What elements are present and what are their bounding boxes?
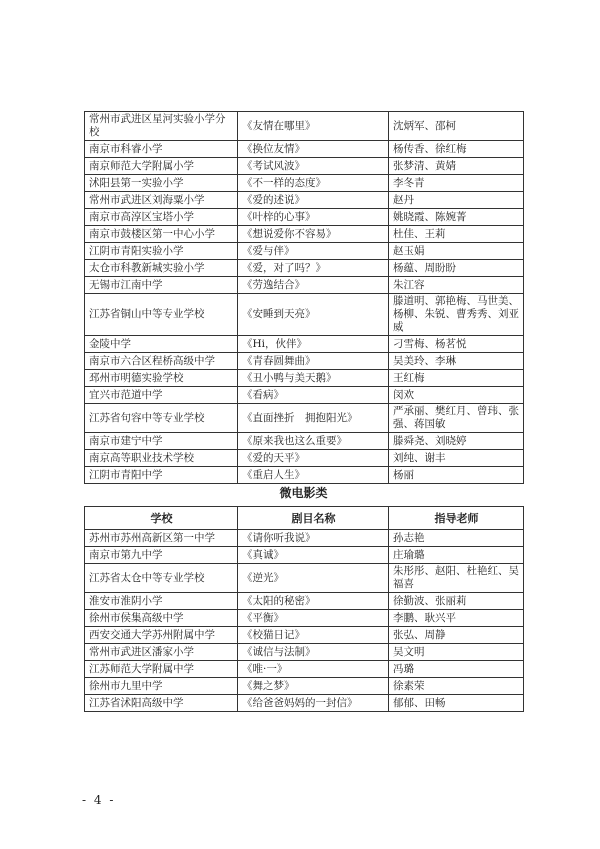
- table-row: [85, 467, 524, 484]
- cell-instructor: 杨传香、徐红梅: [389, 141, 524, 158]
- cell-play-title: 《原来我也这么重要》: [238, 433, 389, 450]
- table-row: [85, 158, 524, 175]
- cell-school: 太仓市科教新城实验小学: [85, 260, 238, 277]
- table-row: [85, 226, 524, 243]
- cell-school: 徐州市九里中学: [85, 678, 238, 695]
- cell-play-title: 《太阳的秘密》: [238, 593, 389, 610]
- cell-play-title: 《友情在哪里》: [238, 112, 389, 141]
- cell-instructor: 赵玉娟: [389, 243, 524, 260]
- table-row: [85, 404, 524, 433]
- cell-school: 南京市鼓楼区第一中心小学: [85, 226, 238, 243]
- cell-play-title: 《安睡到天亮》: [238, 294, 389, 336]
- cell-school: 淮安市淮阴小学: [85, 593, 238, 610]
- cell-school: 南京高等职业技术学校: [85, 450, 238, 467]
- cell-play-title: 《给爸爸妈妈的一封信》: [238, 695, 389, 712]
- cell-play-title: 《爱的天平》: [238, 450, 389, 467]
- table-row: [85, 678, 524, 695]
- table-row: [85, 450, 524, 467]
- cell-instructor: 张梦清、黄婧: [389, 158, 524, 175]
- table-row: [85, 243, 524, 260]
- cell-school: 江苏省太仓中等专业学校: [85, 564, 238, 593]
- award-table-1: [84, 111, 524, 484]
- award-table-2: [84, 506, 524, 712]
- cell-play-title: 《舞之梦》: [238, 678, 389, 695]
- cell-instructor: 吴美玲、李琳: [389, 353, 524, 370]
- cell-instructor: 杜佳、王莉: [389, 226, 524, 243]
- cell-instructor: 严承丽、樊红月、曾玮、张强、蒋国敏: [389, 404, 524, 433]
- cell-instructor: 冯璐: [389, 661, 524, 678]
- cell-play-title: 《直面挫折 拥抱阳光》: [238, 404, 389, 433]
- cell-school: 邳州市明德实验学校: [85, 370, 238, 387]
- cell-school: 常州市武进区潘家小学: [85, 644, 238, 661]
- table-row: [85, 695, 524, 712]
- table-row: [85, 547, 524, 564]
- cell-instructor: 杨丽: [389, 467, 524, 484]
- cell-school: 南京市科睿小学: [85, 141, 238, 158]
- cell-instructor: 朱江容: [389, 277, 524, 294]
- award-table-1-body: [85, 112, 524, 484]
- header-instructor: 指导老师: [389, 507, 524, 530]
- cell-play-title: 《爱与伴》: [238, 243, 389, 260]
- cell-play-title: 《青春圆舞曲》: [238, 353, 389, 370]
- cell-school: 宜兴市范道中学: [85, 387, 238, 404]
- cell-school: 南京市六合区程桥高级中学: [85, 353, 238, 370]
- cell-school: 西安交通大学苏州附属中学: [85, 627, 238, 644]
- table-row: [85, 336, 524, 353]
- cell-instructor: 庄瑜璐: [389, 547, 524, 564]
- cell-play-title: 《叶梓的心事》: [238, 209, 389, 226]
- cell-instructor: 滕道明、郭艳梅、马世美、杨柳、朱锐、曹秀秀、刘亚威: [389, 294, 524, 336]
- table-row: [85, 433, 524, 450]
- table-row: [85, 175, 524, 192]
- cell-school: 江阴市青阳中学: [85, 467, 238, 484]
- cell-instructor: 刁雪梅、杨茗悦: [389, 336, 524, 353]
- section-heading-micro-film: 微电影类: [279, 486, 328, 500]
- cell-instructor: 张弘、周静: [389, 627, 524, 644]
- cell-play-title: 《看病》: [238, 387, 389, 404]
- award-table-2-body: [85, 530, 524, 712]
- cell-play-title: 《换位友情》: [238, 141, 389, 158]
- cell-instructor: 沈炳军、邵柯: [389, 112, 524, 141]
- cell-play-title: 《爱的述说》: [238, 192, 389, 209]
- table-row: [85, 387, 524, 404]
- cell-play-title: 《逆光》: [238, 564, 389, 593]
- cell-instructor: 姚晓霞、陈婉菁: [389, 209, 524, 226]
- table-row: [85, 277, 524, 294]
- cell-play-title: 《考试风波》: [238, 158, 389, 175]
- cell-school: 苏州市苏州高新区第一中学: [85, 530, 238, 547]
- cell-instructor: 王红梅: [389, 370, 524, 387]
- cell-school: 江苏师范大学附属中学: [85, 661, 238, 678]
- table-row: [85, 353, 524, 370]
- cell-school: 江苏省铜山中等专业学校: [85, 294, 238, 336]
- cell-instructor: 赵丹: [389, 192, 524, 209]
- cell-school: 南京市第九中学: [85, 547, 238, 564]
- cell-instructor: 徐素荣: [389, 678, 524, 695]
- table-row: [85, 530, 524, 547]
- cell-school: 江苏省沭阳高级中学: [85, 695, 238, 712]
- cell-instructor: 徐勤波、张丽莉: [389, 593, 524, 610]
- cell-school: 无锡市江南中学: [85, 277, 238, 294]
- table-row: [85, 644, 524, 661]
- table-row: [85, 564, 524, 593]
- cell-instructor: 李冬青: [389, 175, 524, 192]
- cell-play-title: 《想说爱你不容易》: [238, 226, 389, 243]
- cell-school: 南京师范大学附属小学: [85, 158, 238, 175]
- cell-school: 南京市建宁中学: [85, 433, 238, 450]
- table-header-row: [85, 507, 524, 530]
- table-row: [85, 294, 524, 336]
- cell-instructor: 刘纯、谢丰: [389, 450, 524, 467]
- cell-play-title: 《唯·一》: [238, 661, 389, 678]
- cell-play-title: 《请你听我说》: [238, 530, 389, 547]
- cell-play-title: 《诚信与法制》: [238, 644, 389, 661]
- cell-instructor: 杨蕴、周盼盼: [389, 260, 524, 277]
- cell-play-title: 《校猫日记》: [238, 627, 389, 644]
- cell-school: 江阴市青阳实验小学: [85, 243, 238, 260]
- cell-instructor: 朱彤彤、赵阳、杜艳红、吴福喜: [389, 564, 524, 593]
- table-row: [85, 112, 524, 141]
- cell-school: 常州市武进区刘海粟小学: [85, 192, 238, 209]
- table-row: [85, 627, 524, 644]
- table-row: [85, 661, 524, 678]
- cell-play-title: 《爱，对了吗？》: [238, 260, 389, 277]
- table-row: [85, 370, 524, 387]
- cell-play-title: 《Hi，伙伴》: [238, 336, 389, 353]
- cell-play-title: 《劳逸结合》: [238, 277, 389, 294]
- table-row: [85, 593, 524, 610]
- cell-play-title: 《平衡》: [238, 610, 389, 627]
- table-row: [85, 610, 524, 627]
- cell-school: 南京市高淳区宝塔小学: [85, 209, 238, 226]
- header-play-title: 剧目名称: [238, 507, 389, 530]
- cell-instructor: 郁郁、田畅: [389, 695, 524, 712]
- table-row: [85, 209, 524, 226]
- cell-instructor: 闵欢: [389, 387, 524, 404]
- cell-school: 常州市武进区星河实验小学分校: [85, 112, 238, 141]
- page-number: - 4 -: [82, 793, 116, 807]
- table-row: [85, 141, 524, 158]
- cell-play-title: 《真诚》: [238, 547, 389, 564]
- cell-school: 沭阳县第一实验小学: [85, 175, 238, 192]
- cell-instructor: 李鹏、耿兴平: [389, 610, 524, 627]
- cell-instructor: 孙志艳: [389, 530, 524, 547]
- cell-school: 徐州市侯集高级中学: [85, 610, 238, 627]
- table-row: [85, 260, 524, 277]
- cell-play-title: 《不一样的态度》: [238, 175, 389, 192]
- table-row: [85, 192, 524, 209]
- cell-instructor: 滕舜尧、刘晓婷: [389, 433, 524, 450]
- cell-play-title: 《重启人生》: [238, 467, 389, 484]
- header-school: 学校: [85, 507, 238, 530]
- cell-school: 金陵中学: [85, 336, 238, 353]
- cell-play-title: 《丑小鸭与美天鹅》: [238, 370, 389, 387]
- cell-school: 江苏省句容中等专业学校: [85, 404, 238, 433]
- cell-instructor: 吴文明: [389, 644, 524, 661]
